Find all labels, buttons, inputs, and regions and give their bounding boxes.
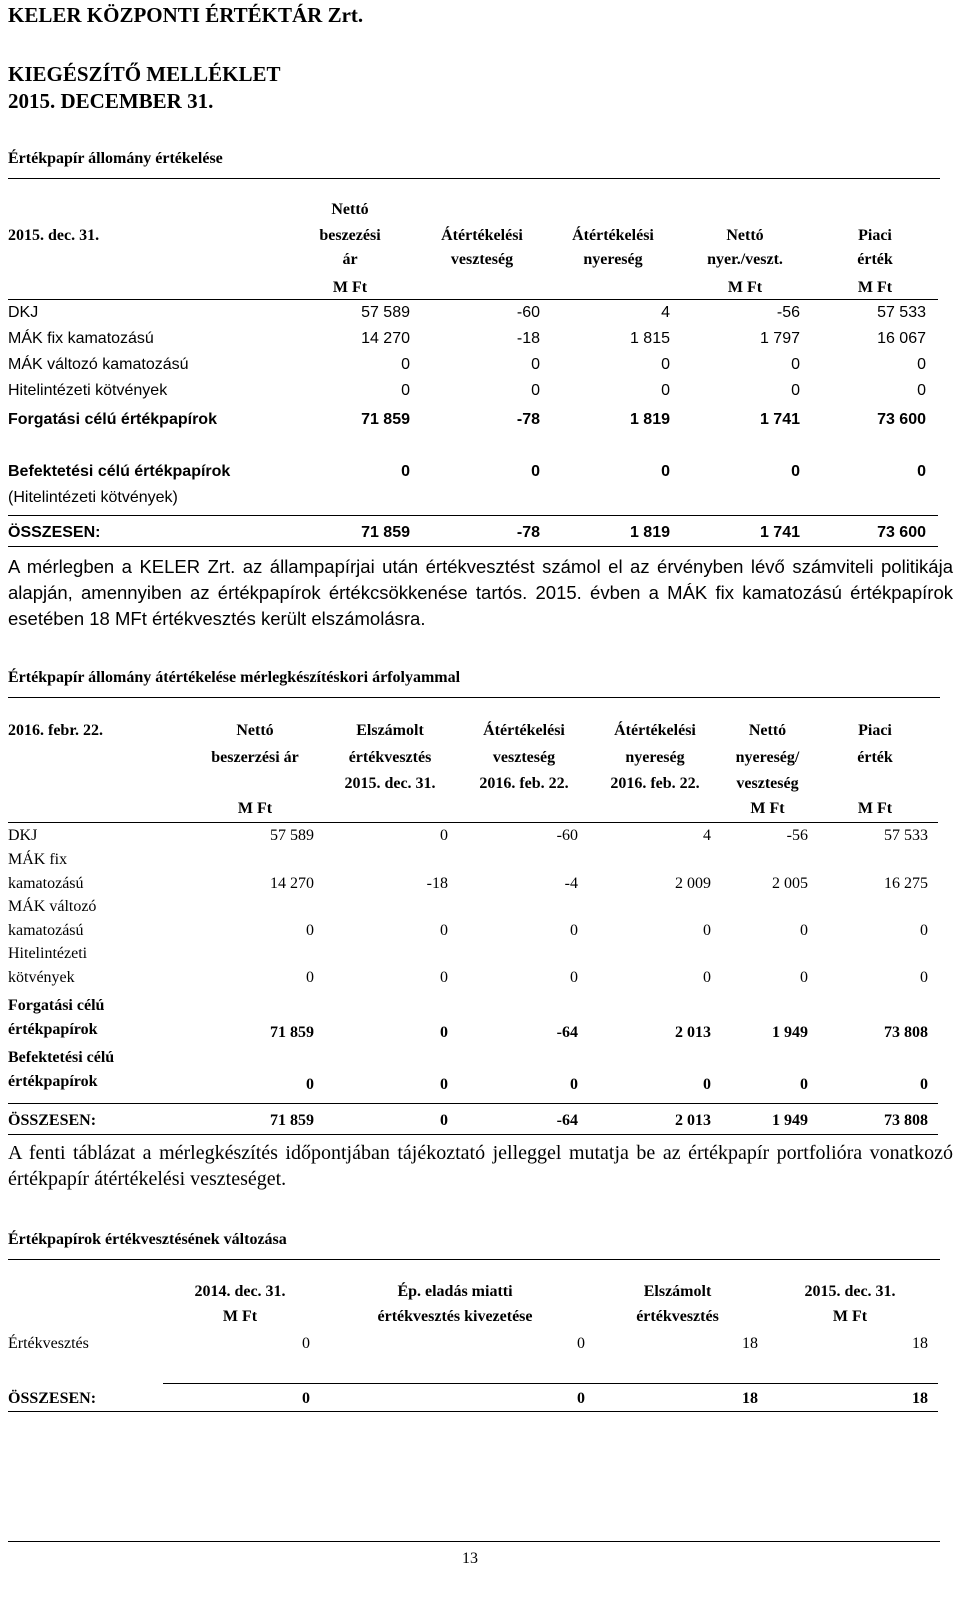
table1-cell: -56 <box>776 304 800 321</box>
table1-total-cell: 73 600 <box>877 524 926 541</box>
table1-invest-cell: 0 <box>791 463 800 480</box>
table1-col1-header-line3: ár <box>342 251 358 268</box>
table2-col4-header-line3: 2016. feb. 22. <box>610 775 700 792</box>
table3-col1-unit: M Ft <box>222 1308 258 1325</box>
table3-cell: 18 <box>742 1335 758 1352</box>
company-name: KELER KÖZPONTI ÉRTÉKTÁR Zrt. <box>8 3 364 27</box>
table1-row-label: DKJ <box>8 304 39 321</box>
table2-col5-header-line1: Nettó <box>748 722 787 739</box>
table1-cell: 0 <box>531 356 540 373</box>
table2-col1-header-line2: beszerzési ár <box>211 749 299 766</box>
table2-col6-unit: M Ft <box>857 800 893 817</box>
table3-col2-header-line1: Ép. eladás miatti <box>397 1283 513 1300</box>
table2-cell: 0 <box>440 827 448 844</box>
table2-col5-unit: M Ft <box>750 800 785 817</box>
table2-col3-header-line3: 2016. feb. 22. <box>479 775 569 792</box>
table2-cell: 0 <box>570 1076 578 1093</box>
table1-col4-header-line1: Nettó <box>726 227 764 244</box>
table2-col2-header-line2: értékvesztés <box>348 749 432 766</box>
table2-total-cell: 1 949 <box>772 1112 808 1129</box>
table1-col1-header-line1: Nettó <box>331 201 369 218</box>
table2-total-rule <box>8 1103 938 1104</box>
table1-cell: 0 <box>661 356 670 373</box>
table3-total-rule <box>163 1383 938 1384</box>
table2-cell: 2 009 <box>675 875 711 892</box>
table1-subtotal-cell: 1 819 <box>629 411 670 428</box>
table2-cell: 14 270 <box>270 875 314 892</box>
table2-cell: 4 <box>703 827 711 844</box>
table2-cell: 0 <box>306 1076 314 1093</box>
table2-header-rule <box>8 822 938 823</box>
table3-col3-header-line1: Elszámolt <box>643 1283 712 1300</box>
table2-col3-header-line1: Átértékelési <box>483 722 565 739</box>
table2-cell: 57 589 <box>270 827 314 844</box>
table2-total-cell: -64 <box>556 1112 578 1129</box>
table2-col1-unit: M Ft <box>237 800 273 817</box>
table1-invest-cell: 0 <box>401 463 410 480</box>
table2-row-label: Befektetési célú <box>8 1049 115 1066</box>
table2-cell: 0 <box>800 1076 808 1093</box>
table2-cell: 0 <box>703 922 711 939</box>
table2-cell: 0 <box>703 969 711 986</box>
table2-cell: 71 859 <box>270 1024 314 1041</box>
table2-cell: -64 <box>556 1024 578 1041</box>
table1-cell: 0 <box>917 356 926 373</box>
table1-total-rule <box>8 515 938 516</box>
table3-cell: 18 <box>912 1335 928 1352</box>
table2-date-label: 2016. febr. 22. <box>8 722 103 739</box>
table2-row-label: kamatozású <box>8 875 84 892</box>
table1-col4-header-line2: nyer./veszt. <box>707 251 783 268</box>
table1-cell: 16 067 <box>877 330 926 347</box>
table2-cell: 1 949 <box>772 1024 808 1041</box>
table2-cell: -18 <box>426 875 448 892</box>
table1-col2-header-line1: Átértékelési <box>441 227 523 244</box>
table1-invest-label: Befektetési célú értékpapírok <box>8 463 231 480</box>
table1-cell: -18 <box>516 330 540 347</box>
table2-cell: 0 <box>306 922 314 939</box>
table1-col5-unit: M Ft <box>857 279 893 296</box>
table2-cell: 0 <box>920 922 928 939</box>
table2-cell: 0 <box>306 969 314 986</box>
table2-top-rule <box>8 697 940 698</box>
table1-row-label: MÁK változó kamatozású <box>8 356 189 373</box>
document-subtitle: KIEGÉSZÍTŐ MELLÉKLET <box>8 62 281 86</box>
table3-total-cell: 0 <box>302 1390 310 1407</box>
table2-cell: 16 275 <box>884 875 928 892</box>
footer-rule <box>8 1541 940 1542</box>
table3-top-rule <box>8 1259 940 1260</box>
table2-col4-header-line2: nyereség <box>625 749 685 766</box>
table2-cell: 0 <box>570 969 578 986</box>
table3-cell: 0 <box>577 1335 585 1352</box>
table2-row-label: MÁK fix <box>8 851 68 868</box>
table2-col6-header-line1: Piaci <box>858 722 892 739</box>
table1-subtotal-cell: 1 741 <box>759 411 800 428</box>
table1-invest-sublabel: (Hitelintézeti kötvények) <box>8 489 178 506</box>
table2-col4-header-line1: Átértékelési <box>614 722 696 739</box>
table3-row-label: Értékvesztés <box>8 1335 89 1352</box>
table2-total-cell: 73 808 <box>884 1112 928 1129</box>
table1-cell: 0 <box>791 356 800 373</box>
table1-cell: 0 <box>401 356 410 373</box>
table1-cell: -60 <box>516 304 540 321</box>
table2-cell: 0 <box>440 922 448 939</box>
table3-col3-header-line2: értékvesztés <box>636 1308 719 1325</box>
table1-invest-cell: 0 <box>661 463 670 480</box>
table2-bottom-rule <box>8 1134 938 1135</box>
table1-subtotal-cell: 73 600 <box>877 411 926 428</box>
table1-invest-cell: 0 <box>917 463 926 480</box>
table2-row-label: MÁK változó <box>8 898 97 915</box>
table3-col2-header-line2: értékvesztés kivezetése <box>377 1308 533 1325</box>
table2-col5-header-line3: veszteség <box>736 775 799 792</box>
table1-cell: 14 270 <box>361 330 410 347</box>
table2-total-cell: 2 013 <box>675 1112 711 1129</box>
table1-row-label: MÁK fix kamatozású <box>8 330 154 347</box>
table2-row-label: kötvények <box>8 969 75 986</box>
table2-row-label: Hitelintézeti <box>8 945 88 962</box>
table3-total-cell: 0 <box>577 1390 585 1407</box>
table2-cell: 73 808 <box>884 1024 928 1041</box>
document-date: 2015. DECEMBER 31. <box>8 89 214 113</box>
table1-cell: 0 <box>531 382 540 399</box>
table1-invest-cell: 0 <box>531 463 540 480</box>
table1-cell: 57 589 <box>361 304 410 321</box>
table1-total-label: ÖSSZESEN: <box>8 524 101 541</box>
table3-bottom-rule <box>8 1411 938 1412</box>
table1-col3-header-line1: Átértékelési <box>572 227 654 244</box>
table2-col2-header-line3: 2015. dec. 31. <box>344 775 436 792</box>
table1-title: Értékpapír állomány értékelése <box>8 150 223 167</box>
table1-row-label: Hitelintézeti kötvények <box>8 382 168 399</box>
table1-cell: 57 533 <box>877 304 926 321</box>
table3-total-cell: 18 <box>742 1390 758 1407</box>
table2-cell: 0 <box>920 969 928 986</box>
table2-title: Értékpapír állomány átértékelése mérlegkészítéskori árfolyammal <box>8 669 461 686</box>
page-number: 13 <box>462 1550 478 1567</box>
table2-total-label: ÖSSZESEN: <box>8 1112 97 1129</box>
table3-col4-header-line1: 2015. dec. 31. <box>804 1283 896 1300</box>
table1-col3-header-line2: nyereség <box>583 251 643 268</box>
table3-col1-header-line1: 2014. dec. 31. <box>194 1283 286 1300</box>
table2-cell: -60 <box>556 827 578 844</box>
table2-cell: 0 <box>800 922 808 939</box>
table1-col1-unit: M Ft <box>332 279 368 296</box>
paragraph-table-note: A fenti táblázat a mérlegkészítés időpontjában tájékoztató jelleggel mutatja be az értékpapír portfolióra vonatkozó értékpapír átértékelési veszteséget. <box>8 1142 953 1190</box>
table1-cell: 1 797 <box>759 330 800 347</box>
table1-total-cell: 1 819 <box>629 524 670 541</box>
table2-cell: 0 <box>440 969 448 986</box>
table1-date-label: 2015. dec. 31. <box>8 227 100 244</box>
paragraph-impairment-policy: A mérlegben a KELER Zrt. az állampapírjai után értékvesztést számol el az érvényben lévő számviteli politikája alapján, amennyiben az értékpapírok értékcsökkenése tartós. 2015. évben a MÁK fix kamatozású értékpapírok esetében 18 MFt értékvesztés került elszámolásra. <box>8 556 953 629</box>
table1-cell: 4 <box>661 304 670 321</box>
table2-cell: 0 <box>570 922 578 939</box>
table1-total-cell: 1 741 <box>759 524 800 541</box>
table2-cell: -4 <box>564 875 578 892</box>
table2-cell: 0 <box>800 969 808 986</box>
table1-subtotal-cell: -78 <box>516 411 540 428</box>
table1-total-cell: -78 <box>516 524 540 541</box>
table2-total-cell: 0 <box>440 1112 448 1129</box>
table2-cell: 57 533 <box>884 827 928 844</box>
table2-row-label: kamatozású <box>8 922 84 939</box>
table2-cell: 0 <box>920 1076 928 1093</box>
table2-cell: 0 <box>440 1076 448 1093</box>
table1-bottom-rule <box>8 546 938 547</box>
table2-row-label: Forgatási célú <box>8 997 105 1014</box>
table1-col4-unit: M Ft <box>727 279 763 296</box>
table1-subtotal-label: Forgatási célú értékpapírok <box>8 411 217 428</box>
table2-col6-header-line2: érték <box>857 749 893 766</box>
table2-col2-header-line1: Elszámolt <box>356 722 424 739</box>
table3-col4-unit: M Ft <box>832 1308 868 1325</box>
table2-cell: 0 <box>703 1076 711 1093</box>
table1-top-rule <box>8 178 940 179</box>
table2-cell: 2 013 <box>675 1024 711 1041</box>
table2-row-label: DKJ <box>8 827 38 844</box>
table1-col5-header-line1: Piaci <box>858 227 892 244</box>
table3-cell: 0 <box>302 1335 310 1352</box>
table3-total-label: ÖSSZESEN: <box>8 1390 97 1407</box>
table2-cell: 2 005 <box>772 875 808 892</box>
table1-header-rule <box>8 299 938 300</box>
table2-col1-header-line1: Nettó <box>236 722 274 739</box>
table3-title: Értékpapírok értékvesztésének változása <box>8 1231 287 1248</box>
table1-subtotal-cell: 71 859 <box>361 411 410 428</box>
table2-row-label: értékpapírok <box>8 1073 98 1090</box>
table2-total-cell: 71 859 <box>270 1112 314 1129</box>
table2-cell: 0 <box>440 1024 448 1041</box>
table1-cell: 0 <box>661 382 670 399</box>
table1-total-cell: 71 859 <box>361 524 410 541</box>
table1-col2-header-line2: veszteség <box>450 251 514 268</box>
table1-cell: 0 <box>917 382 926 399</box>
table1-cell: 0 <box>791 382 800 399</box>
table3-total-cell: 18 <box>912 1390 928 1407</box>
table2-row-label: értékpapírok <box>8 1021 98 1038</box>
table1-cell: 1 815 <box>629 330 670 347</box>
table2-cell: -56 <box>786 827 808 844</box>
table2-col5-header-line2: nyereség/ <box>735 749 800 766</box>
table2-col3-header-line2: veszteség <box>492 749 556 766</box>
table1-cell: 0 <box>401 382 410 399</box>
table1-col5-header-line2: érték <box>857 251 893 268</box>
table1-col1-header-line2: beszezési <box>319 227 381 244</box>
